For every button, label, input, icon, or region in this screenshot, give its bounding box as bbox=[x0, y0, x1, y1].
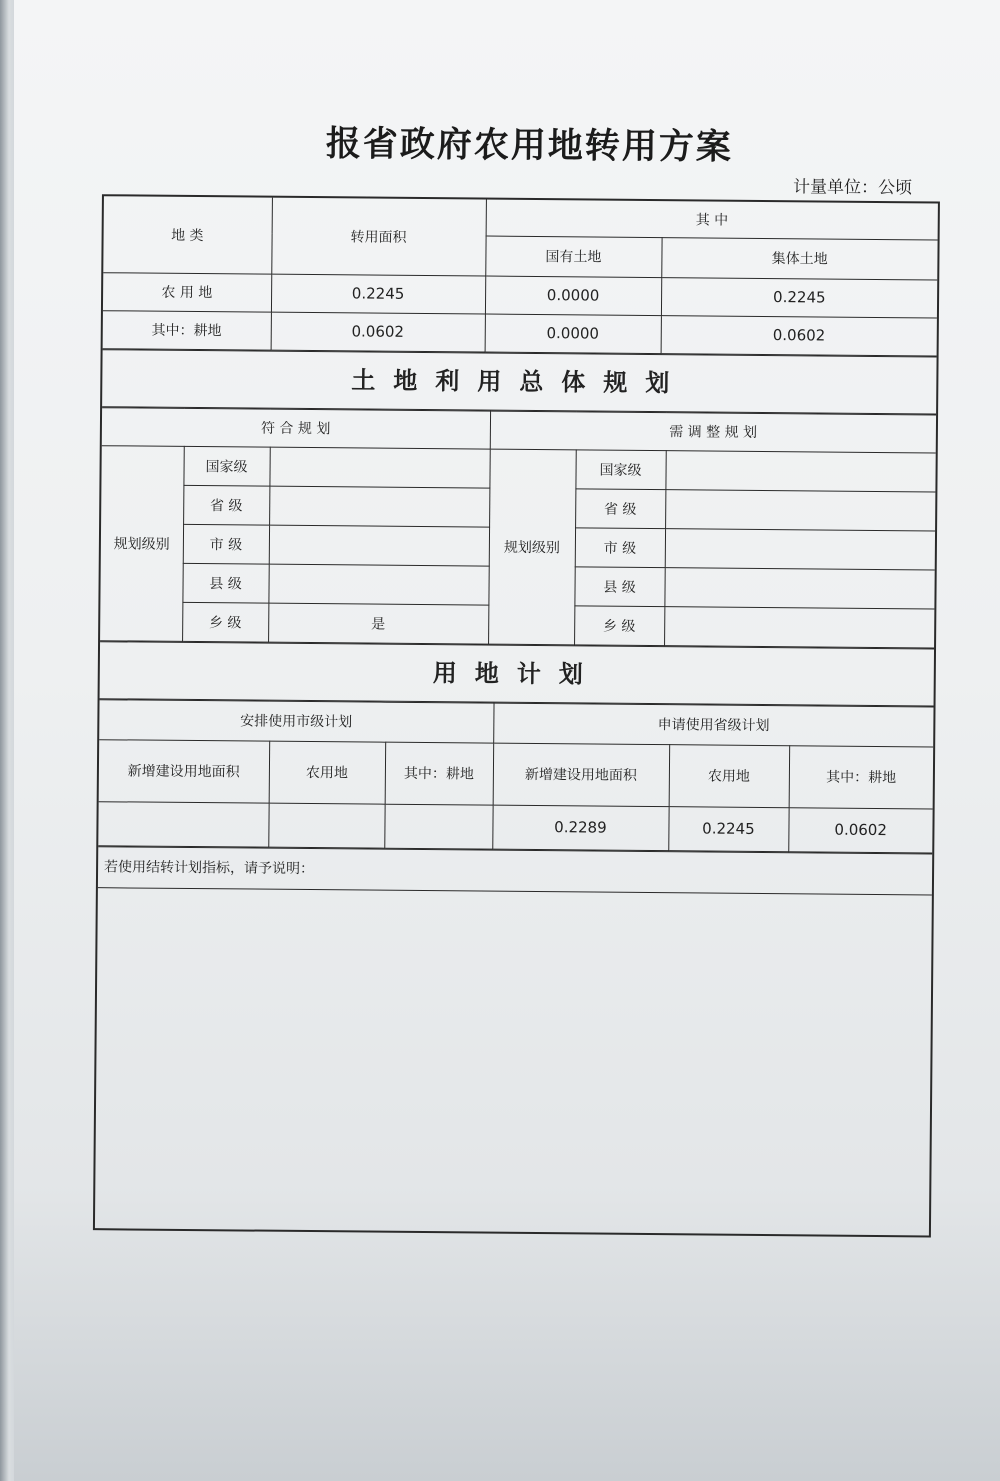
state-land-value: 0.0000 bbox=[485, 314, 661, 354]
collective-land-value: 0.0602 bbox=[661, 315, 937, 355]
state-land-value: 0.0000 bbox=[485, 276, 661, 316]
header-new-construction-area: 新增建设用地面积 bbox=[99, 739, 270, 802]
land-category-table bbox=[103, 196, 938, 356]
adjust-value bbox=[665, 450, 935, 491]
level-label: 市 级 bbox=[183, 524, 269, 564]
section-title-master-plan: 土地利用总体规划 bbox=[102, 349, 936, 414]
city-farmland-value bbox=[268, 803, 384, 848]
province-new-construction-value: 0.2289 bbox=[492, 805, 668, 851]
header-conforming-plan: 符 合 规 划 bbox=[102, 407, 490, 448]
conforming-value bbox=[269, 486, 489, 527]
level-label: 乡 级 bbox=[182, 602, 268, 642]
table-row bbox=[103, 310, 937, 355]
header-of-which-arable: 其中：耕地 bbox=[789, 745, 934, 808]
section-title-land-plan: 用地计划 bbox=[100, 641, 934, 706]
conforming-value bbox=[269, 525, 489, 566]
converted-area-value: 0.2245 bbox=[271, 274, 485, 314]
level-label: 乡 级 bbox=[574, 605, 664, 645]
level-label: 国家级 bbox=[575, 449, 665, 489]
level-label: 省 级 bbox=[183, 485, 269, 525]
document-title: 报省政府农用地转用方案 bbox=[325, 123, 734, 168]
header-province-plan: 申请使用省级计划 bbox=[493, 703, 933, 747]
row-label: 农 用 地 bbox=[103, 272, 271, 311]
header-converted-area: 转用面积 bbox=[271, 198, 486, 276]
conforming-value bbox=[269, 447, 489, 488]
remark-area bbox=[95, 888, 932, 1235]
header-new-construction-area: 新增建设用地面积 bbox=[493, 743, 670, 807]
remark-label: 若使用结转计划指标，请予说明： bbox=[98, 846, 932, 895]
level-label: 市 级 bbox=[575, 527, 665, 567]
collective-land-value: 0.2245 bbox=[661, 277, 937, 317]
adjust-value bbox=[664, 606, 934, 647]
planning-level-label: 规划级别 bbox=[100, 445, 184, 641]
province-arable-value: 0.0602 bbox=[788, 807, 932, 852]
header-farmland: 农用地 bbox=[269, 741, 386, 804]
header-of-which-arable: 其中：耕地 bbox=[385, 742, 494, 805]
level-label: 省 级 bbox=[575, 488, 665, 528]
planning-table bbox=[100, 407, 936, 648]
city-arable-value bbox=[384, 804, 492, 849]
conversion-form bbox=[93, 194, 940, 1237]
header-state-land: 国有土地 bbox=[485, 236, 661, 278]
city-new-construction-value bbox=[98, 801, 268, 846]
conforming-value: 是 bbox=[268, 603, 488, 644]
header-collective-land: 集体土地 bbox=[661, 237, 937, 279]
planning-level-label: 规划级别 bbox=[488, 449, 576, 645]
header-farmland: 农用地 bbox=[669, 744, 790, 807]
row-label: 其中：耕地 bbox=[103, 310, 271, 349]
header-city-plan: 安排使用市级计划 bbox=[99, 699, 493, 742]
level-label: 县 级 bbox=[574, 566, 664, 606]
header-of-which: 其 中 bbox=[486, 200, 938, 240]
converted-area-value: 0.0602 bbox=[271, 312, 485, 352]
adjust-value bbox=[665, 489, 935, 530]
adjust-value bbox=[664, 567, 934, 608]
land-plan-table bbox=[98, 699, 933, 853]
table-row bbox=[98, 801, 932, 852]
measurement-unit: 计量单位：公顷 bbox=[792, 177, 913, 199]
adjust-value bbox=[665, 528, 935, 569]
header-adjust-plan: 需 调 整 规 划 bbox=[490, 411, 936, 453]
header-land-category: 地 类 bbox=[103, 196, 272, 273]
form-content bbox=[30, 0, 1000, 1304]
conforming-value bbox=[268, 564, 488, 605]
level-label: 国家级 bbox=[183, 446, 269, 486]
province-farmland-value: 0.2245 bbox=[668, 806, 788, 851]
level-label: 县 级 bbox=[182, 563, 268, 603]
document-page bbox=[14, 0, 1000, 1481]
